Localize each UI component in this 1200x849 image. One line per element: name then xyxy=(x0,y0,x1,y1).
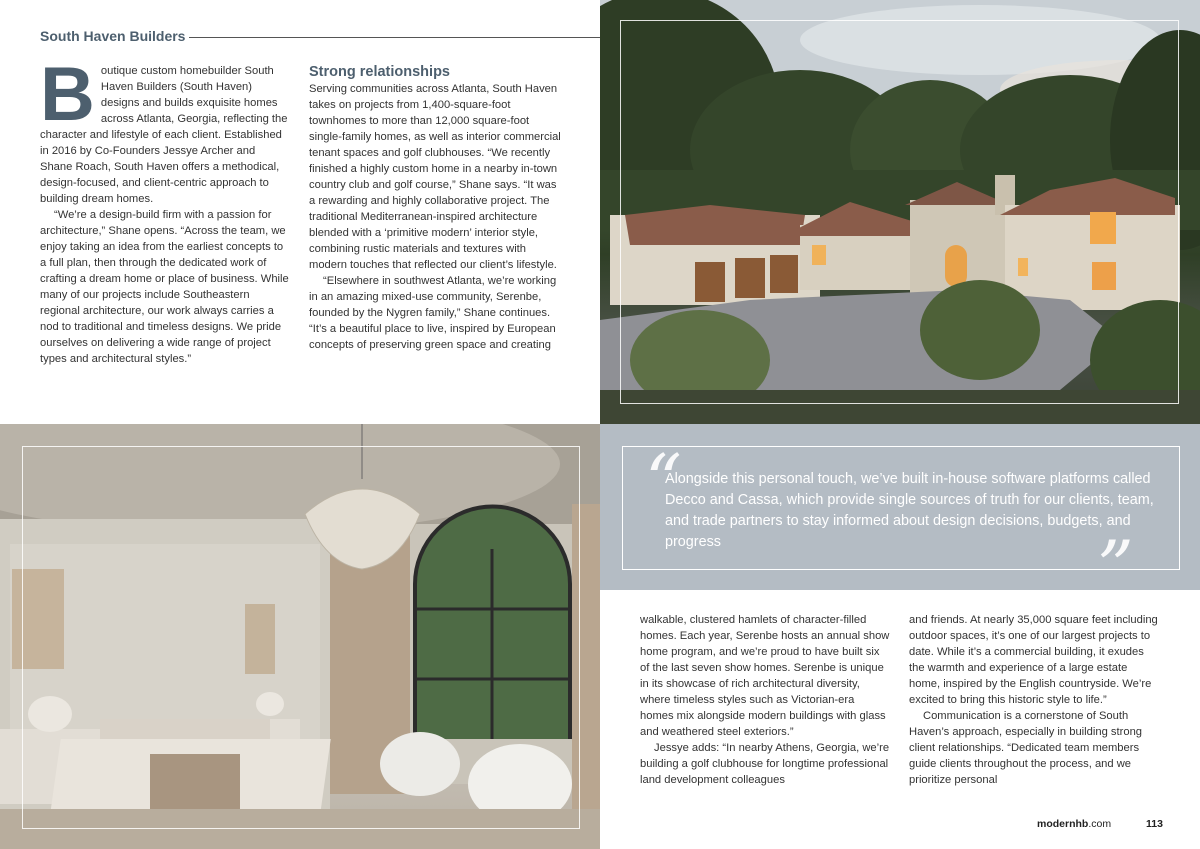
section-title: South Haven Builders xyxy=(40,28,186,44)
article-column-4 xyxy=(909,612,1159,788)
bedroom-photo xyxy=(0,424,600,849)
subheading: Strong relationships xyxy=(309,64,450,80)
drop-cap: B xyxy=(40,52,95,137)
body-paragraph: “Elsewhere in southwest Atlanta, we’re working in an amazing mixed-use community, Serenbe, founded by the Nygren family,” Shane continues. “It’s a beautiful place to live, inspired by European concepts of preserving green space and creating xyxy=(309,275,557,351)
pull-quote-panel xyxy=(600,424,1200,609)
footer-website[interactable] xyxy=(1037,818,1111,830)
close-quote-icon: ” xyxy=(1097,525,1134,609)
body-paragraph: “We’re a design-build firm with a passion for architecture,” Shane opens. “Across the team, we enjoy taking an idea from the earliest concepts to a full plan, then through the dedicated work of crafting a dream home or place of business. While many of our projects include Southeastern regional architecture, our work always carries a nod to traditional and timeless designs. We pride ourselves on delivering a wide range of project types and architectural styles.” xyxy=(40,209,289,365)
body-paragraph: Jessye adds: “In nearby Athens, Georgia, we’re building a golf clubhouse for longtime professional land development colleagues xyxy=(640,742,890,786)
article-column-2 xyxy=(309,63,561,353)
pull-quote-frame xyxy=(622,439,1180,609)
house-exterior-photo xyxy=(600,0,1200,424)
body-paragraph: and friends. At nearly 35,000 square feet including outdoor spaces, it’s one of our largest projects to date. While it’s a commercial building, it exudes the warmth and experience of a large estate home, inspired by the English countryside. We’re excited to bring this historic style to life.” xyxy=(909,614,1158,706)
body-paragraph: Communication is a cornerstone of South Haven’s approach, especially in building strong client relationships. “Dedicated team members guide clients throughout the process, and we prioritize personal xyxy=(909,710,1143,786)
house-illustration xyxy=(600,0,1200,424)
article-column-1 xyxy=(40,52,290,367)
bedroom-illustration xyxy=(0,424,600,849)
article-column-3 xyxy=(640,612,890,788)
page-number: 113 xyxy=(1146,818,1163,830)
intro-paragraph: outique custom homebuilder South Haven Builders (South Haven) designs and builds exquisite homes across Atlanta, Georgia, reflecting the character and lifestyle of each client. Established in 2016 by Co-Founders Jessye Archer and Shane Roach, South Haven offers a methodical, design-focused, and client-centric approach to building dream homes. xyxy=(40,65,288,205)
open-quote-icon: “ xyxy=(645,439,682,523)
section-header xyxy=(40,28,600,44)
body-paragraph: walkable, clustered hamlets of character-filled homes. Each year, Serenbe hosts an annual show home program, and we’re proud to have built six of the last seven show homes. Serenbe is unique in its showcase of rich architectural diversity, where timeless styles such as Victorian-era homes mix alongside modern buildings with glass and weathered steel exteriors.” xyxy=(640,614,890,738)
body-paragraph: Serving communities across Atlanta, South Haven takes on projects from 1,400-square-foot townhomes to more than 12,000 square-foot single-family homes, as well as interior commercial tenant spaces and golf clubhouses. “We recently finished a highly custom home in a nearby in-town country club and golf course,” Shane says. “It was a rewarding and highly collaborative project. The traditional Mediterranean-inspired architecture blended with a ‘primitive modern’ interior style, combining rustic materials and textures with modern touches that reflected our client’s lifestyle. xyxy=(309,83,561,271)
footer-site-suffix: .com xyxy=(1088,818,1112,830)
section-rule xyxy=(189,37,600,38)
footer-site-bold: modernhb xyxy=(1037,818,1089,830)
pull-quote-text: Alongside this personal touch, we’ve built in-house software platforms called Decco and Cassa, which provide single sources of truth for our clients, team, and trade partners to stay informed about design decisions, budgets, and progress xyxy=(665,471,1154,550)
